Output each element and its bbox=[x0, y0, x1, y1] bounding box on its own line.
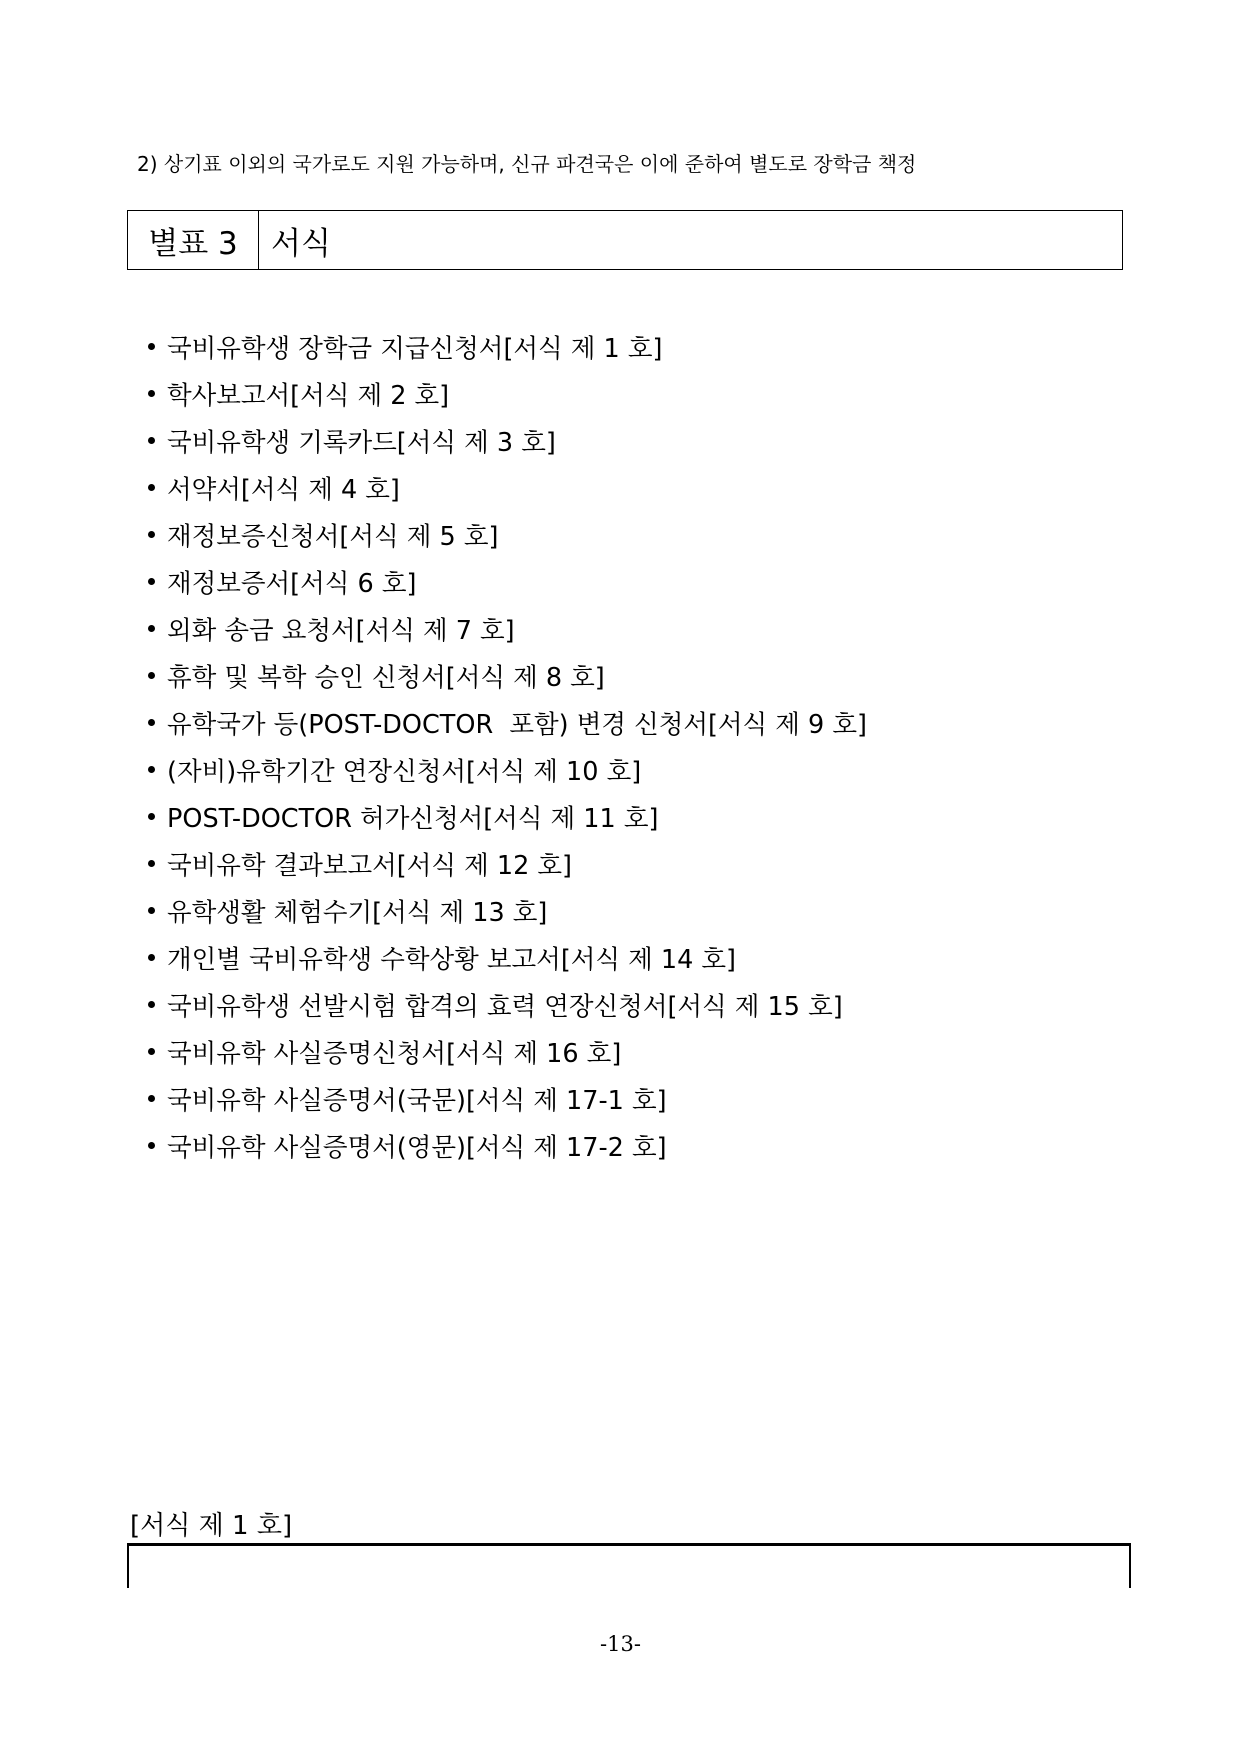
list-item-text: 국비유학생 기록카드[서식 제 3 호] bbox=[167, 427, 556, 458]
bullet-icon bbox=[148, 766, 155, 773]
list-item bbox=[148, 464, 867, 511]
form-list bbox=[148, 323, 867, 1169]
list-item-text: 개인별 국비유학생 수학상황 보고서[서식 제 14 호] bbox=[167, 944, 737, 975]
list-item-text: 휴학 및 복학 승인 신청서[서식 제 8 호] bbox=[167, 662, 605, 693]
list-item bbox=[148, 1075, 867, 1122]
list-item bbox=[148, 840, 867, 887]
bullet-icon bbox=[148, 1095, 155, 1102]
list-item-text: POST-DOCTOR 허가신청서[서식 제 11 호] bbox=[167, 803, 659, 834]
bullet-icon bbox=[148, 1142, 155, 1149]
list-item-text: 재정보증신청서[서식 제 5 호] bbox=[167, 521, 499, 552]
footnote-text: 2) 상기표 이외의 국가로도 지원 가능하며, 신규 파견국은 이에 준하여 별도로 장학금 책정 bbox=[137, 152, 917, 176]
form-frame bbox=[127, 1543, 1131, 1588]
list-item-text: 국비유학 사실증명신청서[서식 제 16 호] bbox=[167, 1038, 622, 1069]
list-item-text: 재정보증서[서식 6 호] bbox=[167, 568, 417, 599]
bullet-icon bbox=[148, 578, 155, 585]
bullet-icon bbox=[148, 672, 155, 679]
list-item-text: 유학생활 체험수기[서식 제 13 호] bbox=[167, 897, 548, 928]
appendix-header bbox=[127, 210, 1123, 270]
bullet-icon bbox=[148, 860, 155, 867]
bullet-icon bbox=[148, 437, 155, 444]
bullet-icon bbox=[148, 813, 155, 820]
bullet-icon bbox=[148, 907, 155, 914]
list-item-text: 국비유학 사실증명서(영문)[서식 제 17-2 호] bbox=[167, 1132, 667, 1163]
list-item-text: 국비유학 결과보고서[서식 제 12 호] bbox=[167, 850, 572, 881]
bullet-icon bbox=[148, 531, 155, 538]
list-item-text: 국비유학 사실증명서(국문)[서식 제 17-1 호] bbox=[167, 1085, 667, 1116]
bullet-icon bbox=[148, 625, 155, 632]
list-item bbox=[148, 934, 867, 981]
list-item bbox=[148, 417, 867, 464]
form-caption: [서식 제 1 호] bbox=[130, 1511, 293, 1541]
bullet-icon bbox=[148, 343, 155, 350]
bullet-icon bbox=[148, 954, 155, 961]
bullet-icon bbox=[148, 390, 155, 397]
list-item bbox=[148, 981, 867, 1028]
bullet-icon bbox=[148, 1001, 155, 1008]
list-item-text: (자비)유학기간 연장신청서[서식 제 10 호] bbox=[167, 756, 642, 787]
list-item bbox=[148, 887, 867, 934]
list-item bbox=[148, 1122, 867, 1169]
list-item bbox=[148, 511, 867, 558]
list-item-text: 국비유학생 선발시험 합격의 효력 연장신청서[서식 제 15 호] bbox=[167, 991, 843, 1022]
list-item bbox=[148, 558, 867, 605]
list-item-text: 국비유학생 장학금 지급신청서[서식 제 1 호] bbox=[167, 333, 663, 364]
list-item bbox=[148, 370, 867, 417]
appendix-title: 서식 bbox=[271, 225, 331, 262]
bullet-icon bbox=[148, 484, 155, 491]
appendix-label: 별표 3 bbox=[128, 211, 259, 269]
list-item-text: 외화 송금 요청서[서식 제 7 호] bbox=[167, 615, 515, 646]
list-item bbox=[148, 746, 867, 793]
list-item bbox=[148, 793, 867, 840]
bullet-icon bbox=[148, 719, 155, 726]
list-item bbox=[148, 605, 867, 652]
page-number: -13- bbox=[600, 1632, 641, 1656]
list-item bbox=[148, 323, 867, 370]
list-item bbox=[148, 1028, 867, 1075]
list-item-text: 학사보고서[서식 제 2 호] bbox=[167, 380, 450, 411]
list-item-text: 유학국가 등(POST-DOCTOR 포함) 변경 신청서[서식 제 9 호] bbox=[167, 709, 867, 740]
bullet-icon bbox=[148, 1048, 155, 1055]
list-item bbox=[148, 652, 867, 699]
list-item bbox=[148, 699, 867, 746]
list-item-text: 서약서[서식 제 4 호] bbox=[167, 474, 400, 505]
